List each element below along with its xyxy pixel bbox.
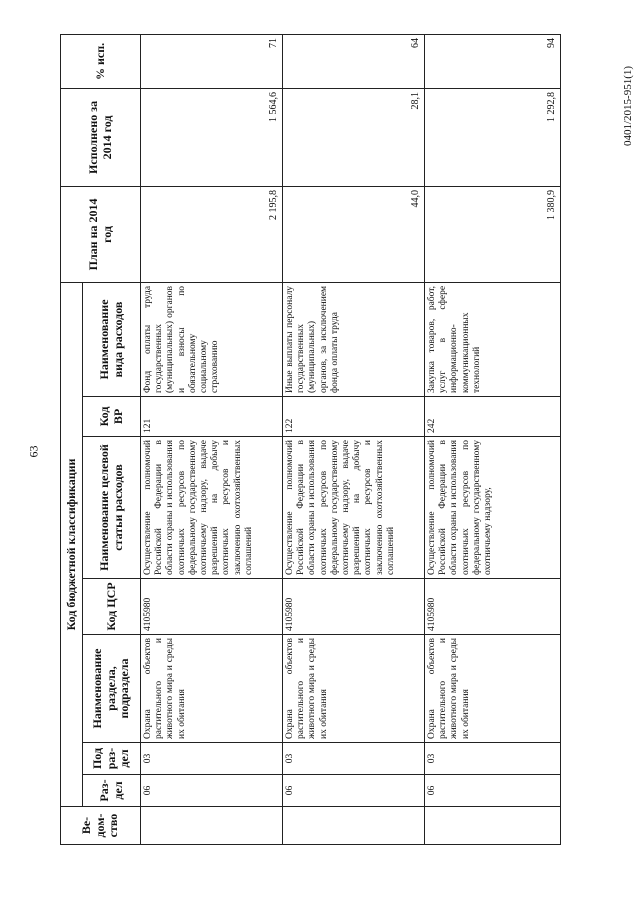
header-name-vr: Наименование вида расходов [83, 282, 141, 396]
document-code: 0401/2015-951(1) [622, 65, 635, 147]
cell-plan: 1 380,9 [425, 186, 561, 282]
cell-percent: 71 [141, 34, 283, 88]
cell-name-vr: Закупка товаров, работ, услуг в сфере информационно-коммуникационных технологий [425, 282, 561, 396]
page-number: 63 [26, 445, 41, 458]
table-row [425, 34, 561, 844]
header-vr: Код ВР [83, 397, 141, 437]
cell-csr: 4105980 [283, 579, 425, 635]
cell-vedomstvo [425, 807, 561, 845]
header-razdel: Раз-дел [83, 775, 141, 807]
cell-ispolneno: 28,1 [283, 88, 425, 186]
cell-vr: 121 [141, 397, 283, 437]
table-row [283, 34, 425, 844]
cell-name-razdel: Охрана объектов растительного и животного мира и среды их обитания [283, 635, 425, 743]
cell-plan: 2 195,8 [141, 186, 283, 282]
header-plan: План на 2014 год [61, 186, 141, 282]
header-vedomstvo: Ве-дом-ство [61, 807, 141, 845]
budget-table [60, 34, 561, 845]
cell-csr: 4105980 [425, 579, 561, 635]
header-ispolneno: Исполнено за 2014 год [61, 88, 141, 186]
cell-podrazdel: 03 [425, 743, 561, 775]
table-row [141, 34, 283, 844]
cell-vr: 122 [283, 397, 425, 437]
header-group-budget-code: Код бюджетной классификации [61, 282, 83, 806]
budget-table-container [60, 35, 560, 845]
header-percent: % исп. [61, 34, 141, 88]
cell-name-vr: Фонд оплаты труда государственных (муниципальных) органов и взносы по обязательному социальному страхованию [141, 282, 283, 396]
header-name-csr: Наименование целевой статьи расходов [83, 437, 141, 579]
cell-percent: 64 [283, 34, 425, 88]
cell-vedomstvo [283, 807, 425, 845]
cell-name-csr: Осуществление полномочий Российской Федерации в области охраны и использования охотничьих ресурсов по федеральному государственному охотничьему надзору, выдаче разрешений на добычу охотничьих ресурсов и заключению охотхозяйственных соглашений [141, 437, 283, 579]
header-csr: Код ЦСР [83, 579, 141, 635]
cell-razdel: 06 [425, 775, 561, 807]
cell-percent: 94 [425, 34, 561, 88]
header-podrazdel: Под раз-дел [83, 743, 141, 775]
cell-name-razdel: Охрана объектов растительного и животного мира и среды их обитания [425, 635, 561, 743]
cell-name-csr: Осуществление полномочий Российской Федерации в области охраны и использования охотничьих ресурсов по федеральному государственному охотничьему надзору, выдаче разрешений на добычу охотничьих ресурсов и заключению охотхозяйственных соглашений [283, 437, 425, 579]
cell-razdel: 06 [283, 775, 425, 807]
header-name-razdel: Наименование раздела, подраздела [83, 635, 141, 743]
cell-csr: 4105980 [141, 579, 283, 635]
cell-plan: 44,0 [283, 186, 425, 282]
cell-podrazdel: 03 [141, 743, 283, 775]
cell-name-csr: Осуществление полномочий Российской Федерации в области охраны и использования охотничьих ресурсов по федеральному государственному охотничьему надзору, [425, 437, 561, 579]
cell-name-razdel: Охрана объектов растительного и животного мира и среды их обитания [141, 635, 283, 743]
cell-vedomstvo [141, 807, 283, 845]
cell-name-vr: Иные выплаты персоналу государственных (муниципальных) органов, за исключением фонда оплаты труда [283, 282, 425, 396]
cell-ispolneno: 1 292,8 [425, 88, 561, 186]
cell-razdel: 06 [141, 775, 283, 807]
cell-vr: 242 [425, 397, 561, 437]
cell-ispolneno: 1 564,6 [141, 88, 283, 186]
cell-podrazdel: 03 [283, 743, 425, 775]
